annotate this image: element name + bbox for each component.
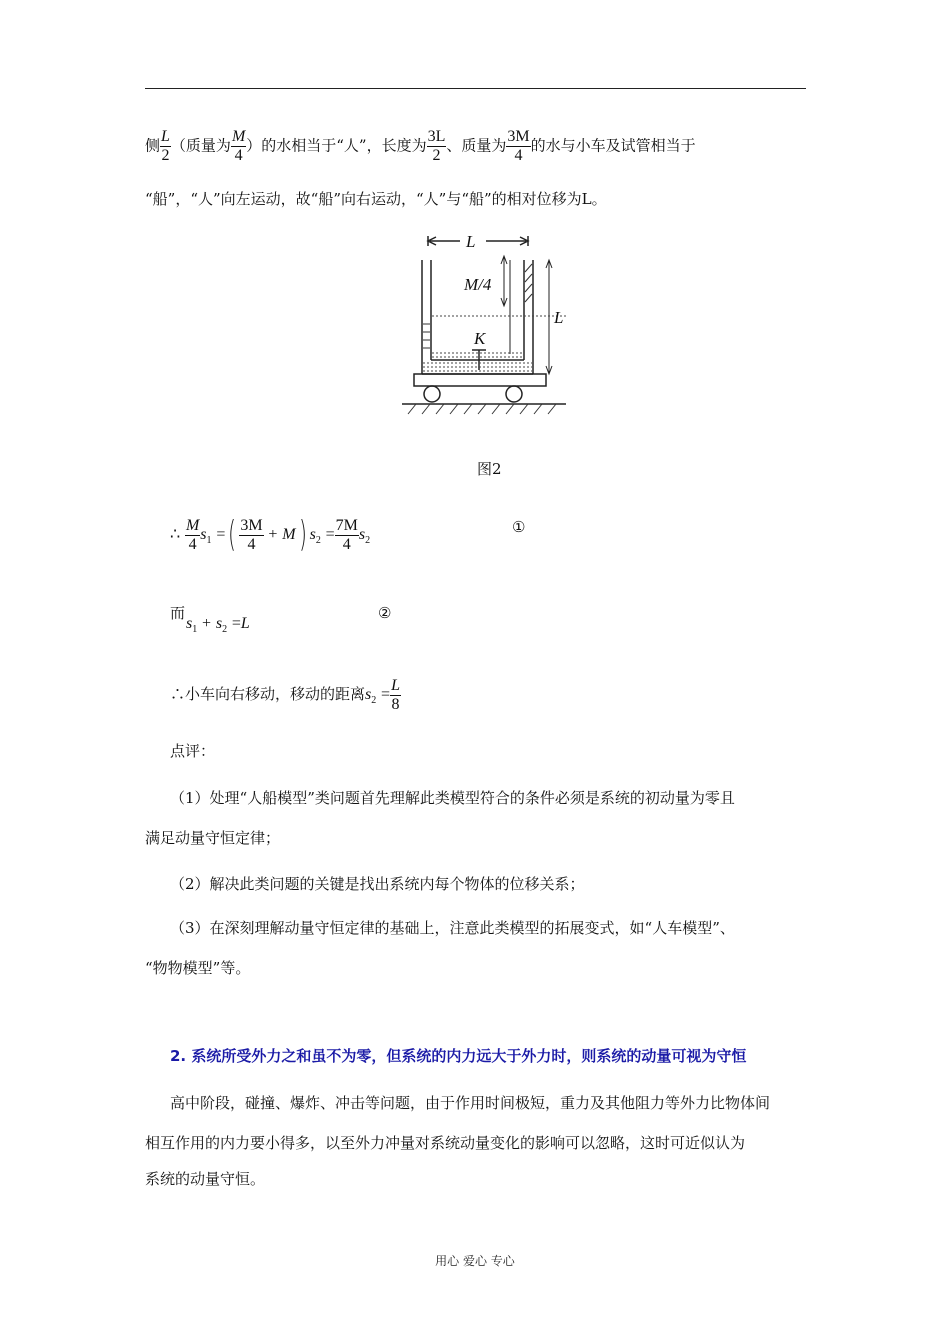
paragraph-line-2: “船”，“人”向左运动，故“船”向右运动，“人”与“船”的相对位移为L。 <box>145 190 607 208</box>
comment-3-line-1: （3）在深刻理解动量守恒定律的基础上，注意此类模型的拓展变式，如“人车模型”、 <box>170 919 735 937</box>
fraction-M-over-4: $\frac{M}{4}$ <box>231 128 246 164</box>
frac-L-8: $\frac{L}{8}$ <box>391 676 400 713</box>
text-segment: （质量为 <box>170 136 231 155</box>
figure-cart-tube-diagram <box>398 228 570 424</box>
figure-label-top-L: L <box>466 232 476 251</box>
fraction-3L-over-2: $\frac{3L}{2}$ <box>427 128 446 164</box>
body-line-2: 相互作用的内力要小得多，以至外力冲量对系统动量变化的影响可以忽略，这时可近似认为 <box>145 1134 746 1152</box>
frac-3M-4: $\frac{3M}{4}$ <box>240 516 263 553</box>
equation-1-number: ① <box>512 518 526 536</box>
equation-2: $s_1 + s_2 =L$ <box>186 615 250 635</box>
comment-label: 点评： <box>170 742 216 760</box>
page-footer: 用心 爱心 专心 <box>435 1254 515 1268</box>
equation-1: ∴ $\frac{M}{4}$ $s_1$ =( $\frac{3M}{4}$ + M) $s_2$ = $\frac{7M}{4}$ $s_2$ <box>170 514 371 555</box>
figure-label-mass: M/4 <box>464 275 492 294</box>
frac-M-4: $\frac{M}{4}$ <box>185 516 200 553</box>
fraction-L-over-2: $\frac{L}{2}$ <box>161 128 170 164</box>
fraction-3M-over-4: $\frac{3M}{4}$ <box>507 128 530 164</box>
equation-2-number: ② <box>378 604 392 622</box>
text-segment: 的水与小车及试管相当于 <box>530 136 696 155</box>
paragraph-line-1 <box>145 128 696 165</box>
figure-label-valve: K <box>474 329 486 348</box>
text-segment: 、质量为 <box>446 136 507 155</box>
comment-2: （2）解决此类问题的关键是找出系统内每个物体的位移关系； <box>170 875 585 893</box>
body-line-1: 高中阶段，碰撞、爆炸、冲击等问题，由于作用时间极短，重力及其他阻力等外力比物体间 <box>170 1094 771 1112</box>
comment-3-line-2: “物物模型”等。 <box>145 959 251 977</box>
header-rule <box>145 88 806 89</box>
text-segment: 侧 <box>145 136 161 155</box>
body-line-3: 系统的动量守恒。 <box>145 1170 266 1188</box>
comment-1-line-1: （1）处理“人船模型”类问题首先理解此类模型符合的条件必须是系统的初动量为零且 <box>170 789 735 807</box>
comment-1-line-2: 满足动量守恒定律； <box>145 829 281 847</box>
equation-2-lead: 而 <box>170 604 186 622</box>
section-heading-2: 2. 系统所受外力之和虽不为零，但系统的内力远大于外力时，则系统的动量可视为守恒 <box>170 1047 747 1065</box>
equation-3: ∴小车向右移动，移动的距离$s_2$ = $\frac{L}{8}$ <box>170 676 400 713</box>
figure-caption: 图2 <box>477 460 502 478</box>
figure-label-right-L: L <box>554 308 564 327</box>
text-segment: ）的水相当于“人”，长度为 <box>246 136 427 155</box>
frac-7M-4: $\frac{7M}{4}$ <box>335 516 358 553</box>
